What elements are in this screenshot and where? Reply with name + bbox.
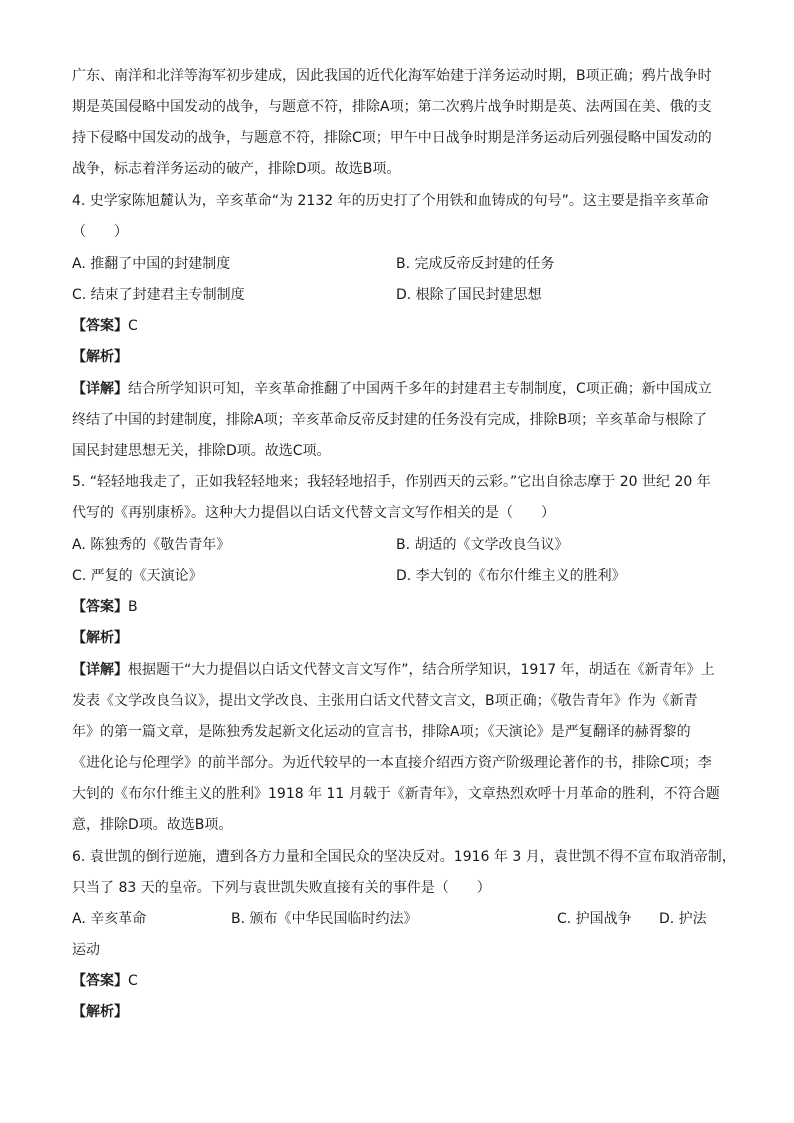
answer-value: C [128, 318, 138, 334]
q4-option-b: B. 完成反帝反封建的任务 [396, 256, 555, 272]
q5-detail-line-5: 大钊的《布尔什维主义的胜利》1918 年 11 月载于《新青年》，文章热烈欢呼十月革命的胜利，不符合题 [72, 786, 720, 802]
answer-tag: 【答案】 [72, 599, 128, 615]
q4-detail-line-1 [72, 379, 712, 399]
q4-detail-line-3: 国民封建思想无关，排除D项。故选C项。 [72, 443, 331, 459]
analysis-tag: 【解析】 [72, 349, 128, 365]
detail-tag: 【详解】 [72, 381, 128, 397]
q3-analysis-line-1: 广东、南洋和北洋等海军初步建成，因此我国的近代化海军始建于洋务运动时期，B项正确；鸦片战争时 [72, 68, 712, 84]
q5-option-b: B. 胡适的《文学改良刍议》 [396, 537, 569, 553]
analysis-tag: 【解析】 [72, 630, 128, 646]
answer-value: C [128, 973, 138, 989]
q6-answer [72, 971, 138, 991]
q5-answer [72, 597, 138, 617]
q4-answer [72, 316, 138, 336]
q6-option-d: D. 护法 [659, 911, 707, 927]
q6-analysis-tag [72, 1002, 128, 1022]
answer-tag: 【答案】 [72, 318, 128, 334]
q5-analysis-tag [72, 628, 128, 648]
q4-stem: 4. 史学家陈旭麓认为，辛亥革命“为 2132 年的历史打了个用铁和血铸成的句号”。这主要是指辛亥革命 [72, 193, 709, 209]
q4-option-c: C. 结束了封建君主专制制度 [72, 287, 245, 303]
analysis-tag: 【解析】 [72, 1004, 128, 1020]
q5-detail-line-3: 年》的第一篇文章，是陈独秀发起新文化运动的宣言书，排除A项；《天演论》是严复翻译的赫胥黎的 [72, 724, 691, 740]
answer-value: B [128, 599, 138, 615]
q4-option-d: D. 根除了国民封建思想 [396, 287, 542, 303]
detail-text: 根据题干“大力提倡以白话文代替文言文写作”，结合所学知识，1917 年，胡适在《新青年》上 [128, 662, 715, 678]
q5-detail-line-2: 发表《文学改良刍议》，提出文学改良、主张用白话文代替文言文，B项正确；《敬告青年》作为《新青 [72, 693, 698, 709]
q5-option-a: A. 陈独秀的《敬告青年》 [72, 537, 231, 553]
q3-analysis-line-2: 期是英国侵略中国发动的战争，与题意不符，排除A项；第二次鸦片战争时期是英、法两国在美、俄的支 [72, 99, 712, 115]
q4-analysis-tag [72, 347, 128, 367]
answer-tag: 【答案】 [72, 973, 128, 989]
detail-text: 结合所学知识可知，辛亥革命推翻了中国两千多年的封建君主专制制度，C项正确；新中国成立 [128, 381, 712, 397]
q3-analysis-line-4: 战争，标志着洋务运动的破产，排除D项。故选B项。 [72, 161, 401, 177]
q6-stem: 6. 袁世凯的倒行逆施，遭到各方力量和全国民众的坚决反对。1916 年 3 月，袁世凯不得不宣布取消帝制， [72, 849, 736, 865]
q5-stem-line-2: 代写的《再别康桥》。这种大力提倡以白话文代替文言文写作相关的是（ ） [72, 505, 555, 521]
q6-option-d-continued: 运动 [72, 942, 100, 958]
q6-option-b: B. 颁布《中华民国临时约法》 [231, 911, 418, 927]
q3-analysis-line-3: 持下侵略中国发动的战争，与题意不符，排除C项；甲午中日战争时期是洋务运动后列强侵略中国发动的 [72, 130, 712, 146]
q5-stem: 5. “轻轻地我走了，正如我轻轻地来；我轻轻地招手，作别西天的云彩。”它出自徐志摩于 20 世纪 20 年 [72, 474, 711, 490]
q6-stem-line-2: 只当了 83 天的皇帝。下列与袁世凯失败直接有关的事件是（ ） [72, 880, 491, 896]
q4-stem-blank: （ ） [72, 224, 128, 240]
q5-detail-line-6: 意，排除D项。故选B项。 [72, 817, 233, 833]
q5-option-d: D. 李大钊的《布尔什维主义的胜利》 [396, 568, 626, 584]
q6-option-c: C. 护国战争 [557, 911, 632, 927]
q6-option-a: A. 辛亥革命 [72, 911, 147, 927]
q5-detail-line-4: 《进化论与伦理学》的前半部分。为近代较早的一本直接介绍西方资产阶级理论著作的书，排除C项；李 [72, 755, 712, 771]
q4-detail-line-2: 终结了中国的封建制度，排除A项；辛亥革命反帝反封建的任务没有完成，排除B项；辛亥革命与根除了 [72, 412, 708, 428]
q5-option-c: C. 严复的《天演论》 [72, 568, 203, 584]
q4-option-a: A. 推翻了中国的封建制度 [72, 256, 231, 272]
detail-tag: 【详解】 [72, 662, 128, 678]
q5-detail-line-1 [72, 660, 715, 680]
